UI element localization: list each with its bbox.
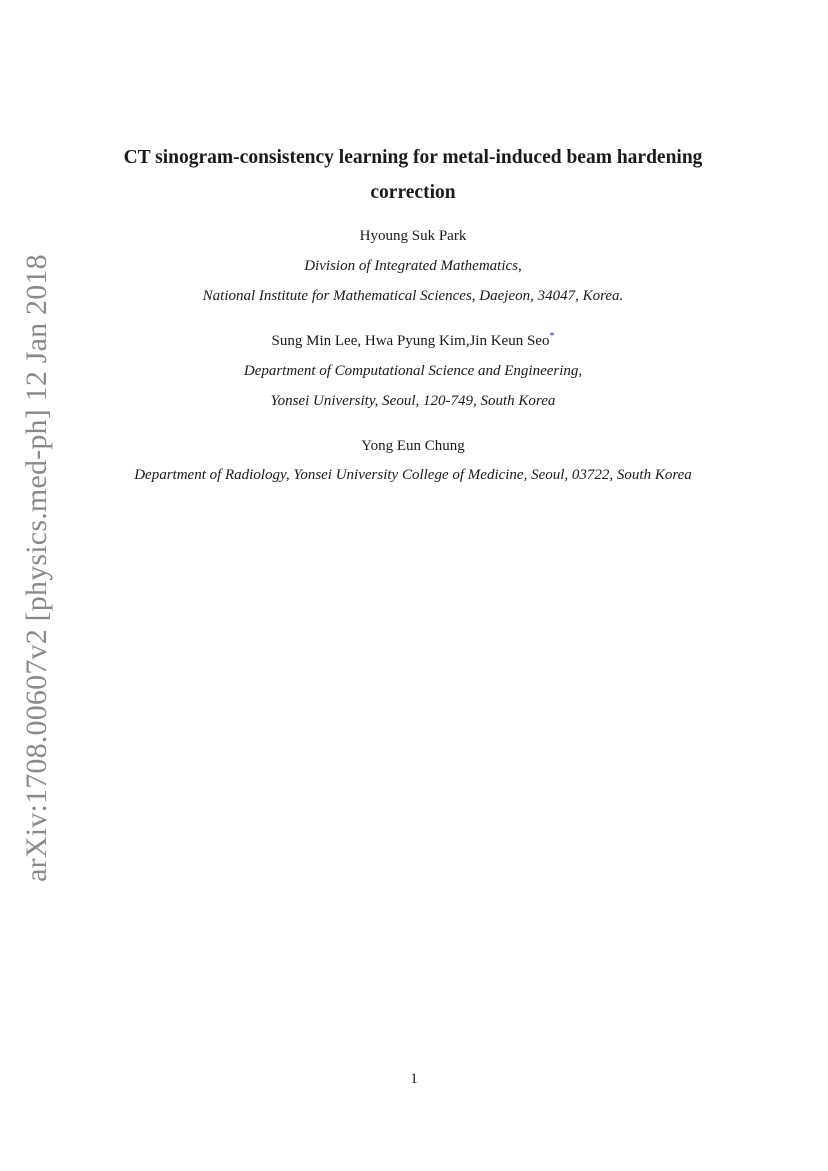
affiliation-chung-line-1: Department of Radiology, Yonsei University College of Medicine, Seoul, 03722, South Korea — [134, 467, 692, 483]
arxiv-identifier-stamp: arXiv:1708.00607v2 [physics.med-ph] 12 Jan 2018 — [20, 254, 53, 882]
affiliation-park-line-2: National Institute for Mathematical Sciences, Daejeon, 34047, Korea. — [202, 288, 624, 304]
author-name-chung: Yong Eun Chung — [361, 438, 465, 454]
author-names-lee-kim-seo — [60, 333, 766, 350]
affiliation-seo-line-2: Yonsei University, Seoul, 120-749, South Korea — [270, 393, 556, 409]
author-name-park: Hyoung Suk Park — [359, 228, 467, 244]
paper-title: CT sinogram-consistency learning for metal-induced beam hardening correction — [123, 147, 703, 203]
affiliation-seo-line-1: Department of Computational Science and Engineering, — [243, 363, 583, 379]
affiliation-park-line-1: Division of Integrated Mathematics, — [304, 258, 522, 274]
page-number: 1 — [410, 1071, 418, 1087]
corresponding-author-footnote-link[interactable]: * — [549, 331, 555, 342]
author-names-text: Sung Min Lee, Hwa Pyung Kim,Jin Keun Seo — [271, 333, 550, 349]
